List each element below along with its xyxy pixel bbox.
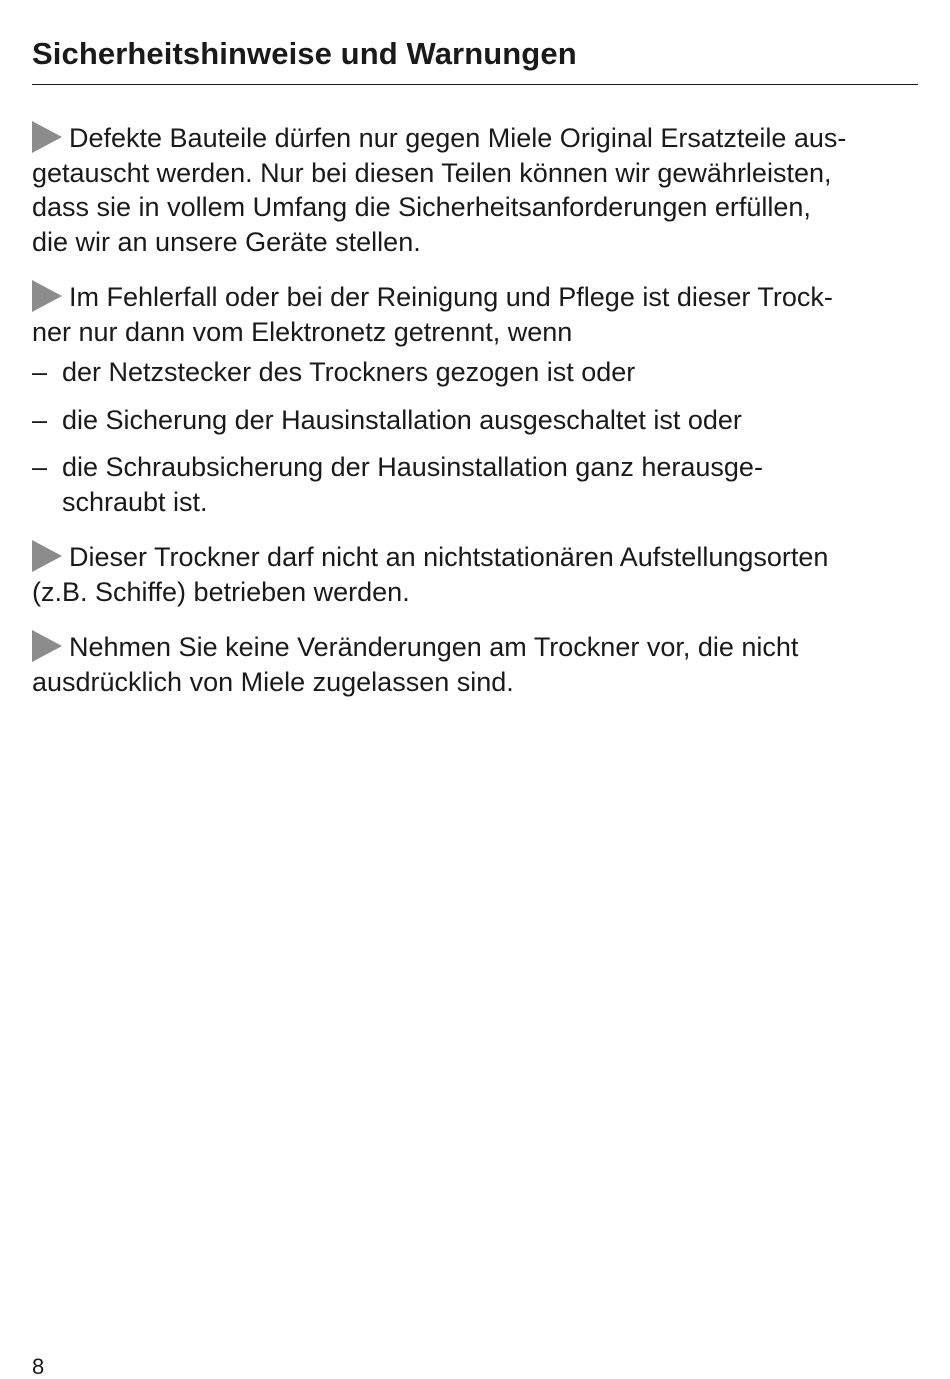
dash-marker: –: [32, 452, 48, 482]
page-title: Sicherheitshinweise und Warnungen: [32, 36, 577, 71]
list-item: [32, 450, 918, 519]
safety-notes-content: [32, 121, 918, 720]
note-line: dass sie in vollem Umfang die Sicherheitsanforderungen erfüllen,: [32, 192, 811, 222]
note-line: getauscht werden. Nur bei diesen Teilen können wir gewährleisten,: [32, 157, 832, 188]
disconnect-conditions-list: [32, 355, 918, 519]
note-line: Dieser Trockner darf nicht an nichtstationären Aufstellungsorten: [69, 542, 829, 572]
dash-marker: –: [32, 404, 48, 435]
safety-note-2: [32, 280, 918, 349]
list-item-text: der Netzstecker des Trockners gezogen ist oder: [62, 357, 636, 387]
list-item-text: die Schraubsicherung der Hausinstallation ganz herausge-: [62, 452, 763, 482]
note-line: ausdrücklich von Miele zugelassen sind.: [32, 666, 514, 697]
safety-note-4: [32, 630, 918, 699]
dash-marker: –: [32, 357, 48, 387]
note-line: die wir an unsere Geräte stellen.: [32, 226, 421, 257]
warning-triangle-bullet-icon: [32, 630, 62, 662]
note-line: Defekte Bauteile dürfen nur gegen Miele Original Ersatzteile aus-: [69, 123, 847, 153]
warning-triangle-bullet-icon: [32, 121, 62, 153]
note-line: ner nur dann vom Elektronetz getrennt, wenn: [32, 316, 573, 347]
list-item: [32, 403, 918, 438]
safety-note-1: [32, 121, 918, 259]
list-item-text: die Sicherung der Hausinstallation ausgeschaltet ist oder: [62, 404, 742, 435]
warning-triangle-bullet-icon: [32, 280, 62, 312]
warning-triangle-bullet-icon: [32, 540, 62, 572]
page-number: 8: [32, 1354, 45, 1379]
list-item: [32, 355, 918, 390]
safety-note-3: [32, 540, 918, 609]
note-line: Im Fehlerfall oder bei der Reinigung und Pflege ist dieser Trock-: [69, 282, 833, 312]
list-item-text: schraubt ist.: [62, 486, 208, 517]
note-line: Nehmen Sie keine Veränderungen am Trockner vor, die nicht: [69, 632, 799, 662]
title-divider: [32, 84, 918, 85]
note-line: (z.B. Schiffe) betrieben werden.: [32, 576, 410, 607]
